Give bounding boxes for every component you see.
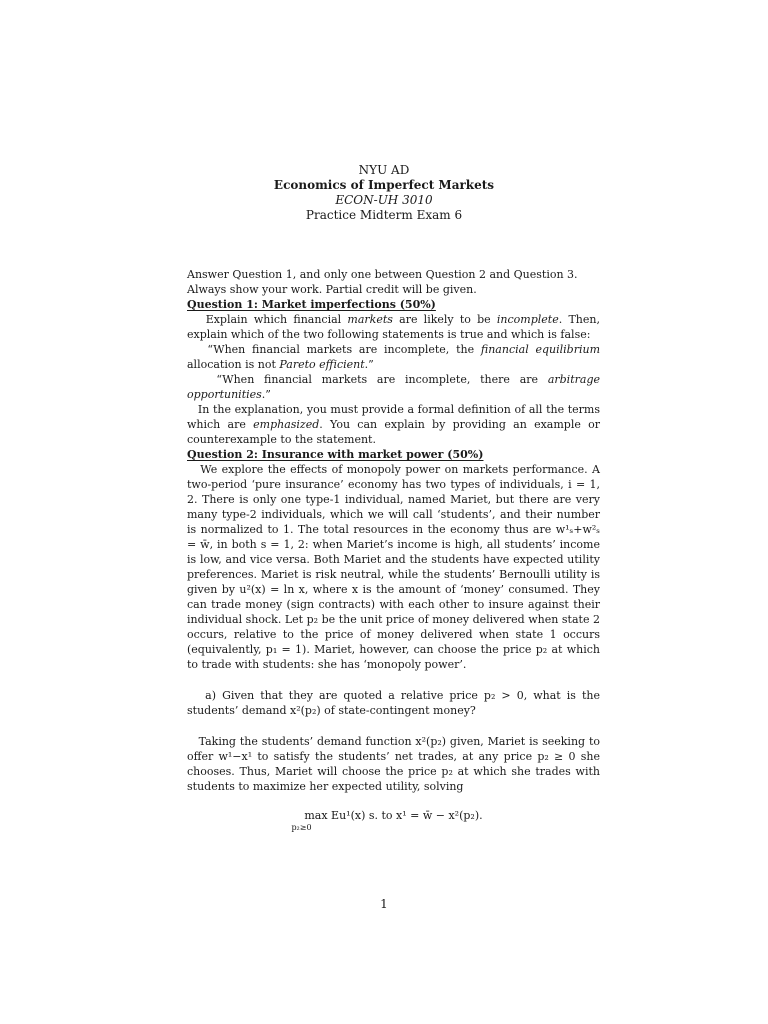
institution: NYU AD [358,163,410,177]
course-title: Economics of Imperfect Markets [273,178,495,192]
question-2-title: Question 2: Insurance with market power (50%) [187,448,484,461]
exam-name: Practice Midterm Exam 6 [305,208,463,222]
statement-text: .” [364,358,374,371]
statement-text: “When financial markets are incomplete, the [207,343,481,356]
question-1-paragraph-1 [187,312,600,342]
term-arbitrage-opportunities: arbitrage opportunities [187,373,600,401]
q2-text: Taking the students’ demand function x²(p₂) given, Mariet is seeking to offer w¹−x¹ to satisfy the students’ net trades, at any price p₂ ≥ 0 she chooses. Thus, Mariet will choose the price p₂ at which she trades with students to maximize her expected utility, solving [187,735,600,793]
statement-text: “When financial markets are incomplete, there are [216,373,548,386]
statement-1 [187,342,600,372]
question-2a [187,688,600,718]
instructions-line-2: Always show your work. Partial credit will be given. [187,283,477,296]
question-2-paragraph-2 [187,734,600,794]
term-incomplete: incomplete [496,313,559,326]
question-1-title: Question 1: Market imperfections (50%) [187,298,436,311]
term-pareto-efficient: Pareto efficient [279,358,365,371]
question-2-paragraph-1 [187,462,600,672]
formula-subscript: p₂≥0 [291,823,312,832]
statement-text: allocation is not [187,358,280,371]
instructions-line-1: Answer Question 1, and only one between Question 2 and Question 3. [187,268,578,281]
q2a-text: a) Given that they are quoted a relative price p₂ > 0, what is the students’ demand x²(p₂) of state-contingent money? [187,689,601,717]
q2-text: We explore the effects of monopoly power on markets performance. A two-period ‘pure insurance’ economy has two types of individuals, i = 1, 2. There is only one type-1 individual, named Mariet, but there are very many type-2 individuals, which we will call ‘students’, and their number is normalized to 1. The total resources in the economy thus are w¹ₛ+w²ₛ = w̄, in both s = 1, 2: when Mariet’s income is high, all students’ income is low, and vice versa. Both Mariet and the students have expected utility preferences. Mariet is risk neutral, while the students’ Bernoulli utility is given by u²(x) = ln x, where x is the amount of ‘money’ consumed. They can trade money (sign contracts) with each other to insure against their individual shock. Let p₂ be the unit price of money delivered when state 2 occurs, relative to the price of money delivered when state 1 occurs (equivalently, p₁ = 1). Mariet, however, can choose the price p₂ at which to trade with students: she has ‘monopoly power’. [187,463,600,671]
q1-text: In the explanation, you must provide a formal definition of all the terms which are [187,403,600,431]
page-number: 1 [380,897,388,911]
statement-2 [187,372,600,402]
term-markets: markets [347,313,393,326]
optimization-formula [187,808,600,839]
course-code: ECON-UH 3010 [335,193,433,207]
exam-header [0,163,768,223]
q1-text: are likely to be [392,313,497,326]
term-financial-equilibrium: financial equilibrium [480,343,601,356]
q1-text: Explain which financial [205,313,348,326]
q1-text: . Then, explain which of the two following statements is true and which is false: [187,313,600,341]
formula-text: max Eu¹(x) s. to x¹ = w̄ − x²(p₂). [304,809,483,822]
statement-text: .” [261,388,271,401]
question-1-paragraph-2 [187,402,600,447]
term-emphasized: emphasized [253,418,320,431]
exam-body [187,267,600,839]
q1-text: . You can explain by providing an example or counterexample to the statement. [187,418,600,446]
